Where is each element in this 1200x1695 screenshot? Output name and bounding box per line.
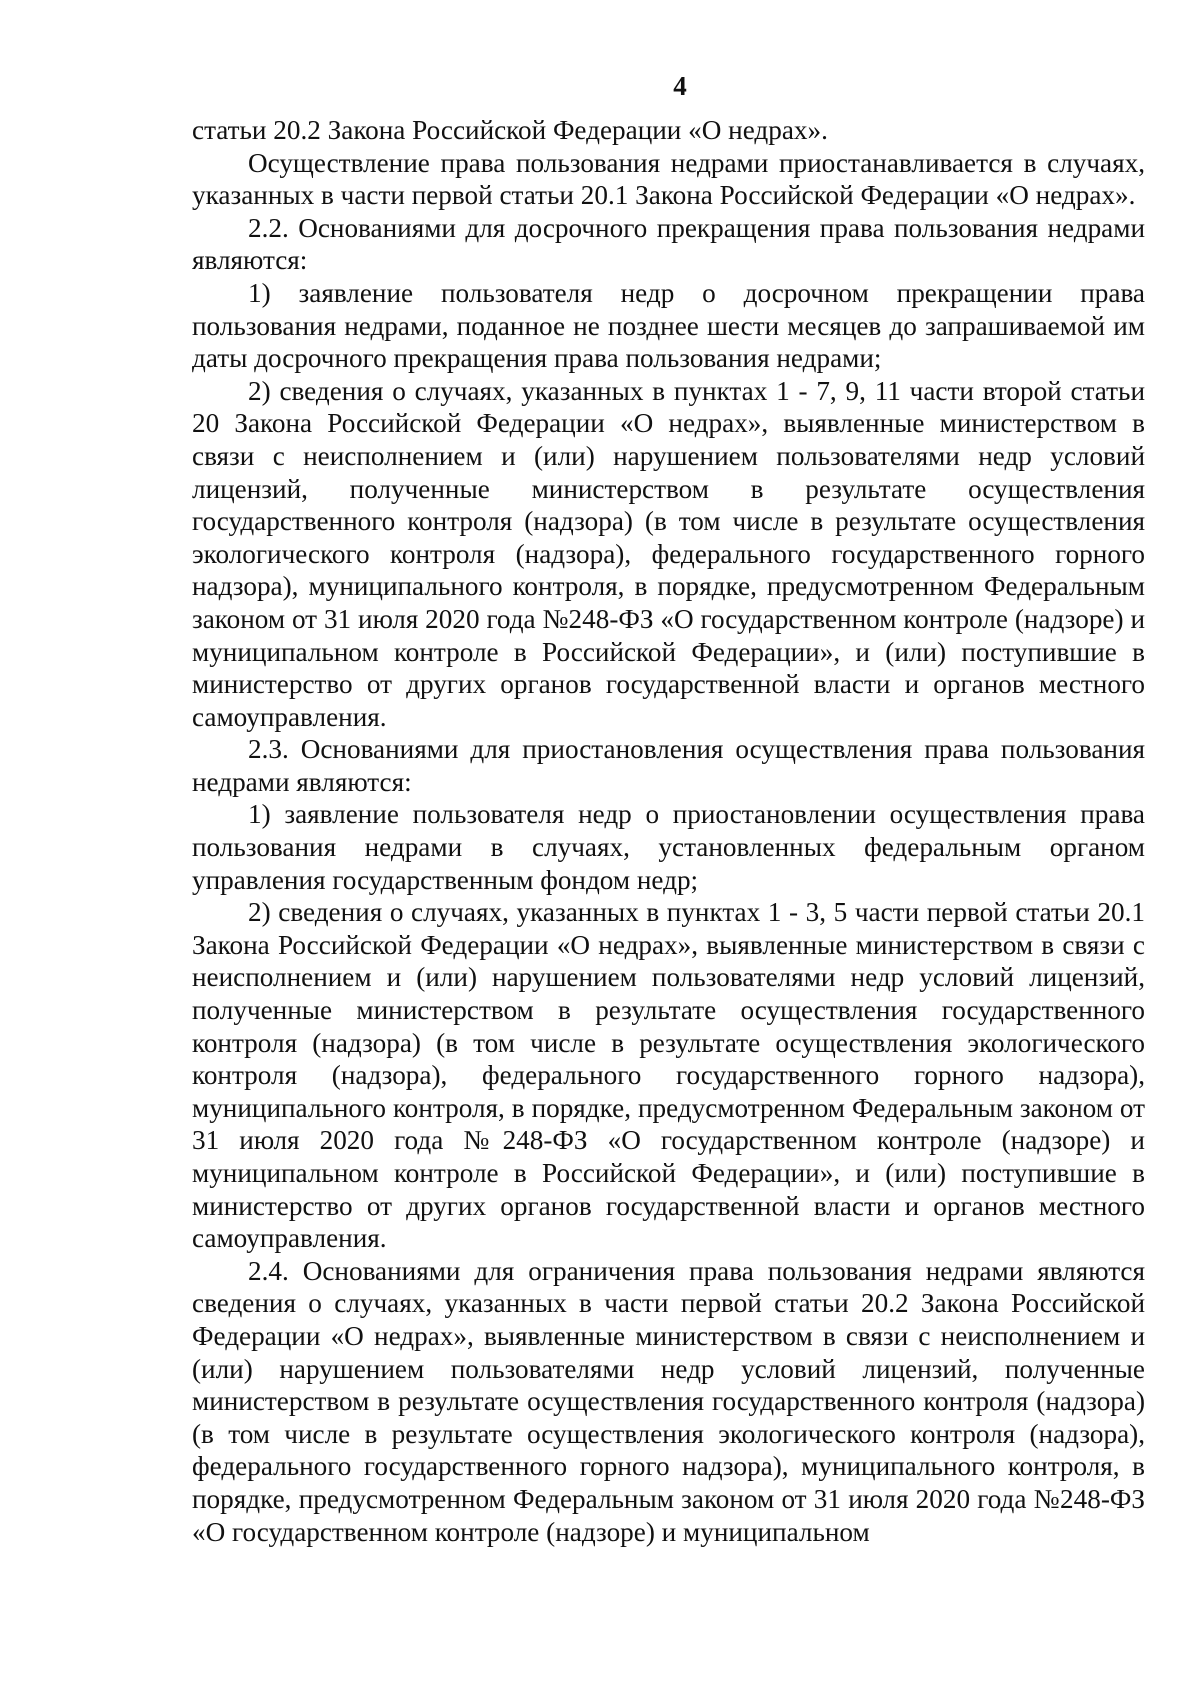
paragraph-2-3-item-2: 2) сведения о случаях, указанных в пунктах 1 - 3, 5 части первой статьи 20.1 Закона Российской Федерации «О недрах», выявленные министерством в связи с неисполнением и (или) нарушением пользователями недр условий лицензий, полученные министерством в результате осуществления государственного контроля (надзора) (в том числе в результате осуществления экологического контроля (надзора), федерального государственного горного надзора), муниципального контроля, в порядке, предусмотренном Федеральным законом от 31 июля 2020 года №248-ФЗ «О государственном контроле (надзоре) и муниципальном контроле в Российской Федерации», и (или) поступившие в министерство от других органов государственной власти и органов местного самоуправления.: [192, 897, 1145, 1254]
paragraph-2-2-item-2: 2) сведения о случаях, указанных в пунктах 1 - 7, 9, 11 части второй статьи 20 Закона Российской Федерации «О недрах», выявленные министерством в связи с неисполнением и (или) нарушением пользователями недр условий лицензий, полученные министерством в результате осуществления государственного контроля (надзора) (в том числе в результате осуществления экологического контроля (надзора), федерального государственного горного надзора), муниципального контроля, в порядке, предусмотренном Федеральным законом от 31 июля 2020 года №248-ФЗ «О государственном контроле (надзоре) и муниципальном контроле в Российской Федерации», и (или) поступившие в министерство от других органов государственной власти и органов местного самоуправления.: [192, 375, 1145, 732]
paragraph-2-3-item-1: 1) заявление пользователя недр о приостановлении осуществления права пользования недрами в случаях, установленных федеральным органом управления государственным фондом недр;: [192, 799, 1145, 895]
document-body: [192, 114, 1145, 1548]
paragraph-2-4: 2.4. Основаниями для ограничения права пользования недрами являются сведения о случаях, указанных в части первой статьи 20.2 Закона Российской Федерации «О недрах», выявленные министерством в связи с неисполнением и (или) нарушением пользователями недр условий лицензий, полученные министерством в результате осуществления государственного контроля (надзора) (в том числе в результате осуществления экологического контроля (надзора), федерального государственного горного надзора), муниципального контроля, в порядке, предусмотренном Федеральным законом от 31 июля 2020 года №248-ФЗ «О государственном контроле (надзоре) и муниципальном: [192, 1255, 1145, 1547]
paragraph-continuation: статьи 20.2 Закона Российской Федерации «О недрах».: [192, 115, 828, 145]
paragraph-2-2-item-1: 1) заявление пользователя недр о досрочном прекращении права пользования недрами, поданное не позднее шести месяцев до запрашиваемой им даты досрочного прекращения права пользования недрами;: [192, 277, 1145, 374]
paragraph-suspension-cases: Осуществление права пользования недрами приостанавливается в случаях, указанных в части первой статьи 20.1 Закона Российской Федерации «О недрах».: [192, 147, 1145, 211]
paragraph-2-2: 2.2. Основаниями для досрочного прекращения права пользования недрами являются:: [192, 212, 1145, 276]
paragraph-2-3: 2.3. Основаниями для приостановления осуществления права пользования недрами являются:: [192, 734, 1145, 797]
page-number: 4: [673, 71, 687, 101]
